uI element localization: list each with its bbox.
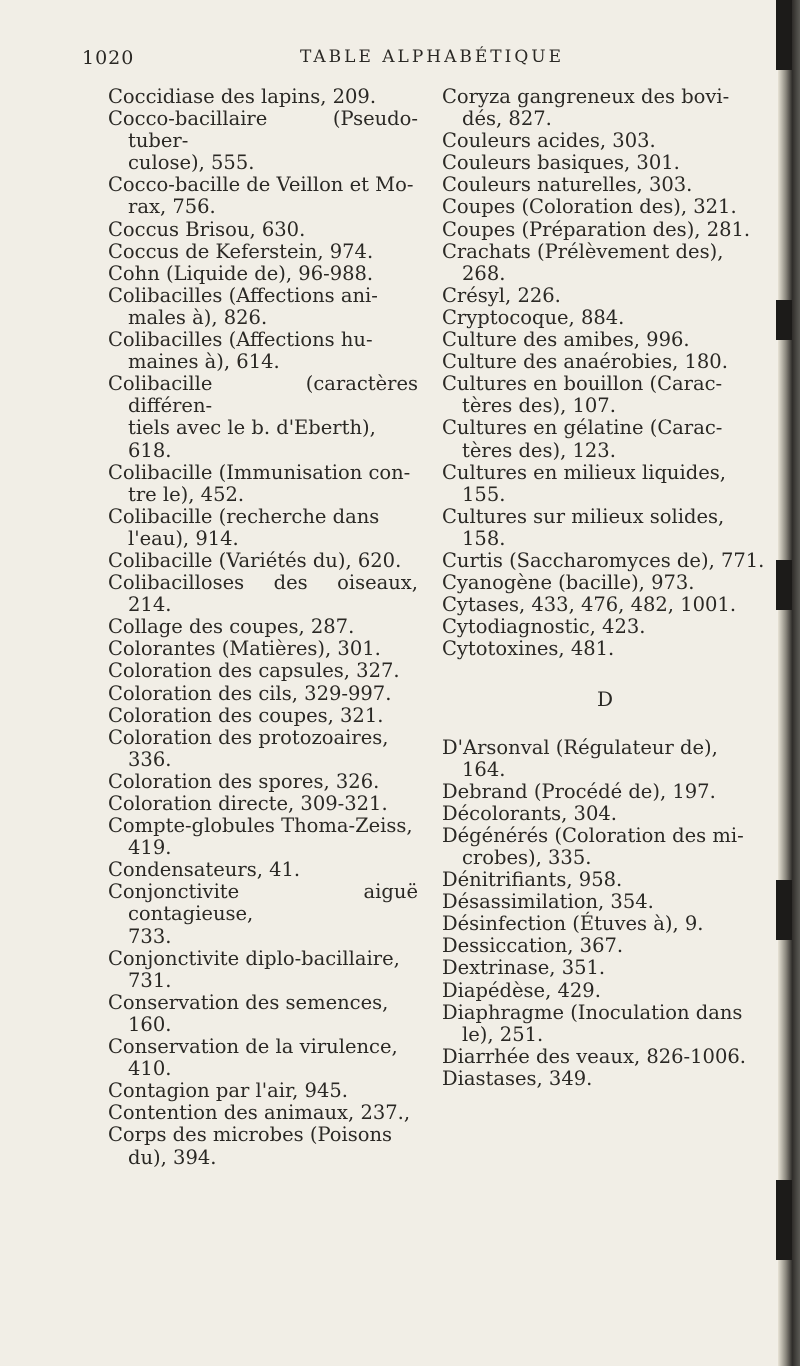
index-entry: Condensateurs, 41. bbox=[108, 858, 301, 882]
index-entry: Coloration des protozoaires, 336. bbox=[108, 725, 389, 771]
index-entry: Diaphragme (Inoculation dans le), 251. bbox=[442, 1000, 743, 1046]
left-column bbox=[108, 86, 418, 1169]
index-entry: Colibacille (Variétés du), 620. bbox=[108, 548, 402, 572]
index-entry: Cultures en gélatine (Carac- tères des), 123. bbox=[442, 416, 723, 462]
index-entry: Décolorants, 304. bbox=[442, 801, 617, 825]
index-entry: Colibacilles (Affections hu- maines à), 614. bbox=[108, 328, 373, 374]
index-entry: Contention des animaux, 237., bbox=[108, 1101, 411, 1125]
index-entry: D'Arsonval (Régulateur de), 164. bbox=[442, 735, 718, 781]
index-entry: Désassimilation, 354. bbox=[442, 890, 654, 914]
index-entry: Désinfection (Étuves à), 9. bbox=[442, 912, 704, 936]
index-entry: Diarrhée des veaux, 826-1006. bbox=[442, 1044, 746, 1068]
index-entry: Cyanogène (bacille), 973. bbox=[442, 571, 695, 595]
index-entry: Diastases, 349. bbox=[442, 1066, 593, 1090]
index-entry: Curtis (Saccharomyces de), 771. bbox=[442, 548, 765, 572]
index-entry: Coccus Brisou, 630. bbox=[108, 217, 306, 241]
index-entry: Colibacilloses des oiseaux, 214. bbox=[108, 571, 418, 617]
section-letter-d: D bbox=[596, 687, 614, 712]
index-entry: Diapédèse, 429. bbox=[442, 978, 601, 1002]
index-entry: Dégénérés (Coloration des mi- crobes), 335. bbox=[442, 823, 744, 869]
page-number: 1020 bbox=[82, 47, 135, 69]
index-entry: Coloration des coupes, 321. bbox=[108, 703, 384, 727]
index-entry: Conservation des semences, 160. bbox=[108, 990, 389, 1036]
index-entry: Colibacilles (Affections ani- males à), 826. bbox=[108, 283, 378, 329]
index-entry: Coryza gangreneux des bovi- dés, 827. bbox=[442, 85, 730, 131]
binding-mark bbox=[776, 1180, 792, 1260]
right-column bbox=[442, 86, 768, 1090]
index-entry: Cultures sur milieux solides, 158. bbox=[442, 504, 725, 550]
binding-mark bbox=[776, 560, 792, 610]
binding-mark bbox=[776, 880, 792, 940]
index-entry: Couleurs naturelles, 303. bbox=[442, 173, 693, 197]
index-entry: Collage des coupes, 287. bbox=[108, 615, 355, 639]
index-entry: Coccus de Keferstein, 974. bbox=[108, 239, 374, 263]
index-entry: Cocco-bacillaire (Pseudo-tuber- culose), 555. bbox=[108, 107, 418, 175]
index-entry: Debrand (Procédé de), 197. bbox=[442, 779, 716, 803]
index-entry: Colibacille (Immunisation con- tre le), 452. bbox=[108, 460, 411, 506]
index-entry: Culture des amibes, 996. bbox=[442, 328, 690, 352]
index-entry: Coupes (Préparation des), 281. bbox=[442, 217, 751, 241]
index-entry: Compte-globules Thoma-Zeiss, 419. bbox=[108, 814, 413, 860]
index-entry: Crésyl, 226. bbox=[442, 283, 561, 307]
index-entry: Couleurs acides, 303. bbox=[442, 129, 656, 153]
index-entry: Couleurs basiques, 301. bbox=[442, 151, 680, 175]
index-entry: Contagion par l'air, 945. bbox=[108, 1079, 348, 1103]
index-entry: Cytodiagnostic, 423. bbox=[442, 615, 646, 639]
index-entry: Conjonctivite diplo-bacillaire, 731. bbox=[108, 946, 400, 992]
index-entries-c bbox=[442, 86, 768, 660]
running-title: TABLE ALPHABÉTIQUE bbox=[300, 47, 565, 67]
index-entry: Conjonctivite aiguë contagieuse, 733. bbox=[108, 880, 418, 948]
binding-edge bbox=[778, 0, 800, 1366]
index-entry: Coloration directe, 309-321. bbox=[108, 792, 388, 815]
index-entry: Dextrinase, 351. bbox=[442, 956, 606, 980]
binding-mark bbox=[776, 0, 792, 70]
index-entry: Colibacille (caractères différen- tiels avec le b. d'Eberth), 618. bbox=[108, 372, 418, 462]
index-entry: Cytases, 433, 476, 482, 1001. bbox=[442, 593, 737, 617]
index-entry: Cytotoxines, 481. bbox=[442, 637, 615, 661]
index-entry: Dessiccation, 367. bbox=[442, 934, 624, 958]
index-entry: Corps des microbes (Poisons du), 394. bbox=[108, 1123, 393, 1169]
index-entry: Colibacille (recherche dans l'eau), 914. bbox=[108, 504, 380, 550]
index-entry: Crachats (Prélèvement des), 268. bbox=[442, 239, 724, 285]
index-entry: Coloration des capsules, 327. bbox=[108, 659, 400, 683]
index-entry: Dénitrifiants, 958. bbox=[442, 868, 623, 892]
index-entry: Cohn (Liquide de), 96-988. bbox=[108, 261, 374, 285]
index-entry: Conservation de la virulence, 410. bbox=[108, 1035, 398, 1081]
binding-mark bbox=[776, 300, 792, 340]
index-entry: Cocco-bacille de Veillon et Mo- rax, 756. bbox=[108, 173, 414, 219]
index-entry: Coloration des cils, 329-997. bbox=[108, 681, 392, 705]
index-entry: Cryptocoque, 884. bbox=[442, 305, 625, 329]
index-entry: Coupes (Coloration des), 321. bbox=[442, 195, 737, 219]
index-entry: Cultures en milieux liquides, 155. bbox=[442, 460, 726, 506]
index-entry: Culture des anaérobies, 180. bbox=[442, 350, 728, 374]
index-entry: Colorantes (Matières), 301. bbox=[108, 637, 381, 661]
index-entry: Cultures en bouillon (Carac- tères des), 107. bbox=[442, 372, 723, 418]
index-entry: Coccidiase des lapins, 209. bbox=[108, 85, 377, 108]
index-entries-d bbox=[442, 737, 768, 1091]
index-entry: Coloration des spores, 326. bbox=[108, 769, 380, 793]
